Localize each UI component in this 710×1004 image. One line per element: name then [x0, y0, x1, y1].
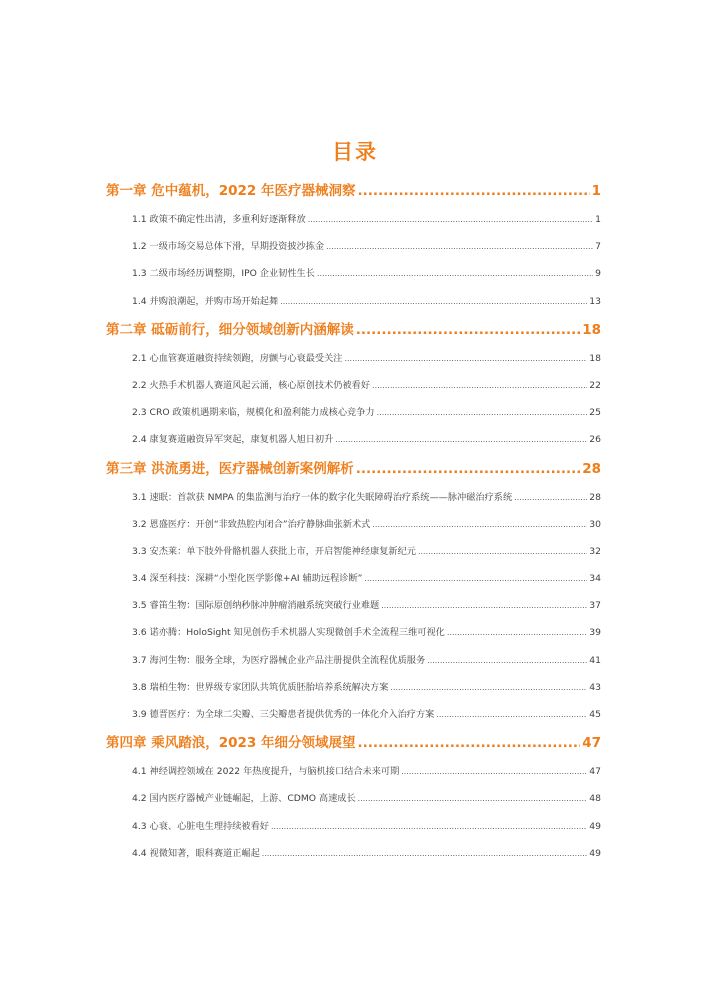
- section-page-number: 13: [589, 295, 601, 307]
- dot-leader: [317, 260, 593, 287]
- dot-leader: [377, 399, 588, 426]
- toc-section-3-3[interactable]: [106, 538, 601, 565]
- section-title: 4.3 心衰、心脏电生理持续被看好: [132, 820, 269, 832]
- dot-leader: [401, 758, 587, 785]
- chapter-title: 第二章 砥砺前行，细分领域创新内涵解读: [106, 321, 354, 338]
- dot-leader: [364, 565, 587, 592]
- toc-chapter-2[interactable]: [106, 317, 601, 343]
- dot-leader: [271, 813, 587, 840]
- section-page-number: 39: [589, 627, 601, 639]
- toc-section-1-2[interactable]: [106, 233, 601, 260]
- toc-section-1-4[interactable]: [106, 288, 601, 315]
- toc-section-1-3[interactable]: [106, 260, 601, 287]
- dot-leader: [418, 538, 587, 565]
- section-title: 1.3 二级市场经历调整期，IPO 企业韧性生长: [132, 268, 315, 280]
- section-page-number: 34: [589, 573, 601, 585]
- toc-chapter-3[interactable]: [106, 456, 601, 482]
- chapter-title: 第三章 洪流勇进，医疗器械创新案例解析: [106, 460, 354, 477]
- section-page-number: 22: [589, 379, 601, 391]
- section-title: 1.2 一级市场交易总体下滑，早期投资披沙拣金: [132, 241, 325, 253]
- toc-section-2-4[interactable]: [106, 426, 601, 453]
- section-title: 2.4 康复赛道融资异军突起，康复机器人旭日初升: [132, 434, 334, 446]
- section-page-number: 41: [589, 654, 601, 666]
- toc-section-2-1[interactable]: [106, 345, 601, 372]
- table-of-contents: [106, 176, 601, 867]
- dot-leader: [381, 592, 587, 619]
- toc-chapter-1[interactable]: [106, 178, 601, 204]
- section-page-number: 47: [589, 766, 601, 778]
- section-page-number: 49: [589, 820, 601, 832]
- toc-section-1-1[interactable]: [106, 206, 601, 233]
- chapter-page-number: 28: [582, 460, 601, 477]
- toc-section-4-1[interactable]: [106, 758, 601, 785]
- section-page-number: 32: [589, 545, 601, 557]
- section-title: 3.7 海河生物：服务全球，为医疗器械企业产品注册提供全流程优质服务: [132, 654, 426, 666]
- dot-leader: [308, 206, 593, 233]
- dot-leader: [358, 785, 588, 812]
- dot-leader: [357, 178, 589, 204]
- dot-leader: [326, 233, 593, 260]
- toc-section-3-1[interactable]: [106, 484, 601, 511]
- dot-leader: [344, 345, 587, 372]
- section-page-number: 18: [589, 352, 601, 364]
- section-page-number: 30: [589, 518, 601, 530]
- section-page-number: 45: [589, 709, 601, 720]
- section-title: 3.8 瑞柏生物：世界级专家团队共筑优质胚胎培养系统解决方案: [132, 681, 389, 693]
- dot-leader: [372, 372, 587, 399]
- section-title: 3.1 速眠：首款获 NMPA 的集监测与治疗一体的数字化失眠障碍治疗系统——脉冲磁治疗系统: [132, 491, 513, 503]
- chapter-title: 第四章 乘风踏浪，2023 年细分领域展望: [106, 735, 356, 752]
- section-title: 2.2 火热手术机器人赛道风起云涌，核心原创技术仍被看好: [132, 379, 371, 391]
- section-title: 1.1 政策不确定性出清，多重利好逐渐释放: [132, 214, 306, 225]
- section-page-number: 43: [589, 681, 601, 693]
- section-title: 3.2 恩盛医疗：开创“非致热腔内闭合”治疗静脉曲张新术式: [132, 518, 371, 530]
- toc-section-2-2[interactable]: [106, 372, 601, 399]
- toc-section-3-7[interactable]: [106, 647, 601, 674]
- chapter-page-number: 47: [582, 735, 601, 752]
- dot-leader: [262, 840, 588, 867]
- section-title: 2.3 CRO 政策机遇期来临，规模化和盈利能力成核心竞争力: [132, 407, 375, 419]
- toc-section-3-8[interactable]: [106, 674, 601, 701]
- section-page-number: 7: [595, 241, 601, 253]
- dot-leader: [436, 701, 587, 728]
- chapter-page-number: 18: [582, 321, 601, 338]
- section-page-number: 25: [589, 407, 601, 419]
- toc-section-3-6[interactable]: [106, 619, 601, 646]
- section-page-number: 48: [589, 793, 601, 805]
- toc-section-4-4[interactable]: [106, 840, 601, 867]
- toc-section-3-9[interactable]: [106, 701, 601, 728]
- toc-chapter-4[interactable]: [106, 730, 601, 756]
- dot-leader: [514, 484, 587, 511]
- dot-leader: [372, 511, 587, 538]
- dot-leader: [335, 426, 587, 453]
- dot-leader: [447, 619, 587, 646]
- toc-section-3-5[interactable]: [106, 592, 601, 619]
- section-page-number: 49: [589, 847, 601, 859]
- dot-leader: [390, 674, 587, 701]
- toc-title: 目录: [332, 140, 378, 164]
- toc-section-3-2[interactable]: [106, 511, 601, 538]
- section-page-number: 37: [589, 600, 601, 612]
- section-title: 3.9 德晋医疗：为全球二尖瓣、三尖瓣患者提供优秀的一体化介入治疗方案: [132, 709, 435, 720]
- section-title: 1.4 并购浪潮起，并购市场开始起舞: [132, 295, 279, 307]
- toc-section-3-4[interactable]: [106, 565, 601, 592]
- section-page-number: 28: [589, 491, 601, 503]
- section-page-number: 1: [595, 214, 601, 225]
- dot-leader: [356, 317, 581, 343]
- toc-section-4-3[interactable]: [106, 813, 601, 840]
- section-title: 3.4 深至科技：深耕“小型化医学影像+AI 辅助远程诊断”: [132, 573, 363, 585]
- section-title: 4.1 神经调控领域在 2022 年热度提升，与脑机接口结合未来可期: [132, 766, 400, 778]
- section-title: 2.1 心血管赛道融资持续领跑，房颤与心衰最受关注: [132, 352, 343, 364]
- chapter-page-number: 1: [591, 183, 601, 199]
- dot-leader: [427, 647, 587, 674]
- section-title: 3.5 睿笛生物：国际原创纳秒脉冲肿瘤消融系统突破行业难题: [132, 600, 380, 612]
- section-title: 3.6 诺亦腾：HoloSight 知见创伤手术机器人实现微创手术全流程三维可视化: [132, 627, 445, 639]
- section-title: 4.4 视微知著，眼科赛道正崛起: [132, 847, 260, 859]
- dot-leader: [280, 288, 587, 315]
- dot-leader: [357, 730, 580, 756]
- section-page-number: 9: [595, 268, 601, 280]
- toc-section-2-3[interactable]: [106, 399, 601, 426]
- section-title: 3.3 安杰莱：单下肢外骨骼机器人获批上市，开启智能神经康复新纪元: [132, 545, 416, 557]
- section-page-number: 26: [589, 434, 601, 446]
- section-title: 4.2 国内医疗器械产业链崛起，上游、CDMO 高速成长: [132, 793, 356, 805]
- toc-section-4-2[interactable]: [106, 785, 601, 812]
- dot-leader: [356, 456, 581, 482]
- chapter-title: 第一章 危中蕴机，2022 年医疗器械洞察: [106, 183, 356, 199]
